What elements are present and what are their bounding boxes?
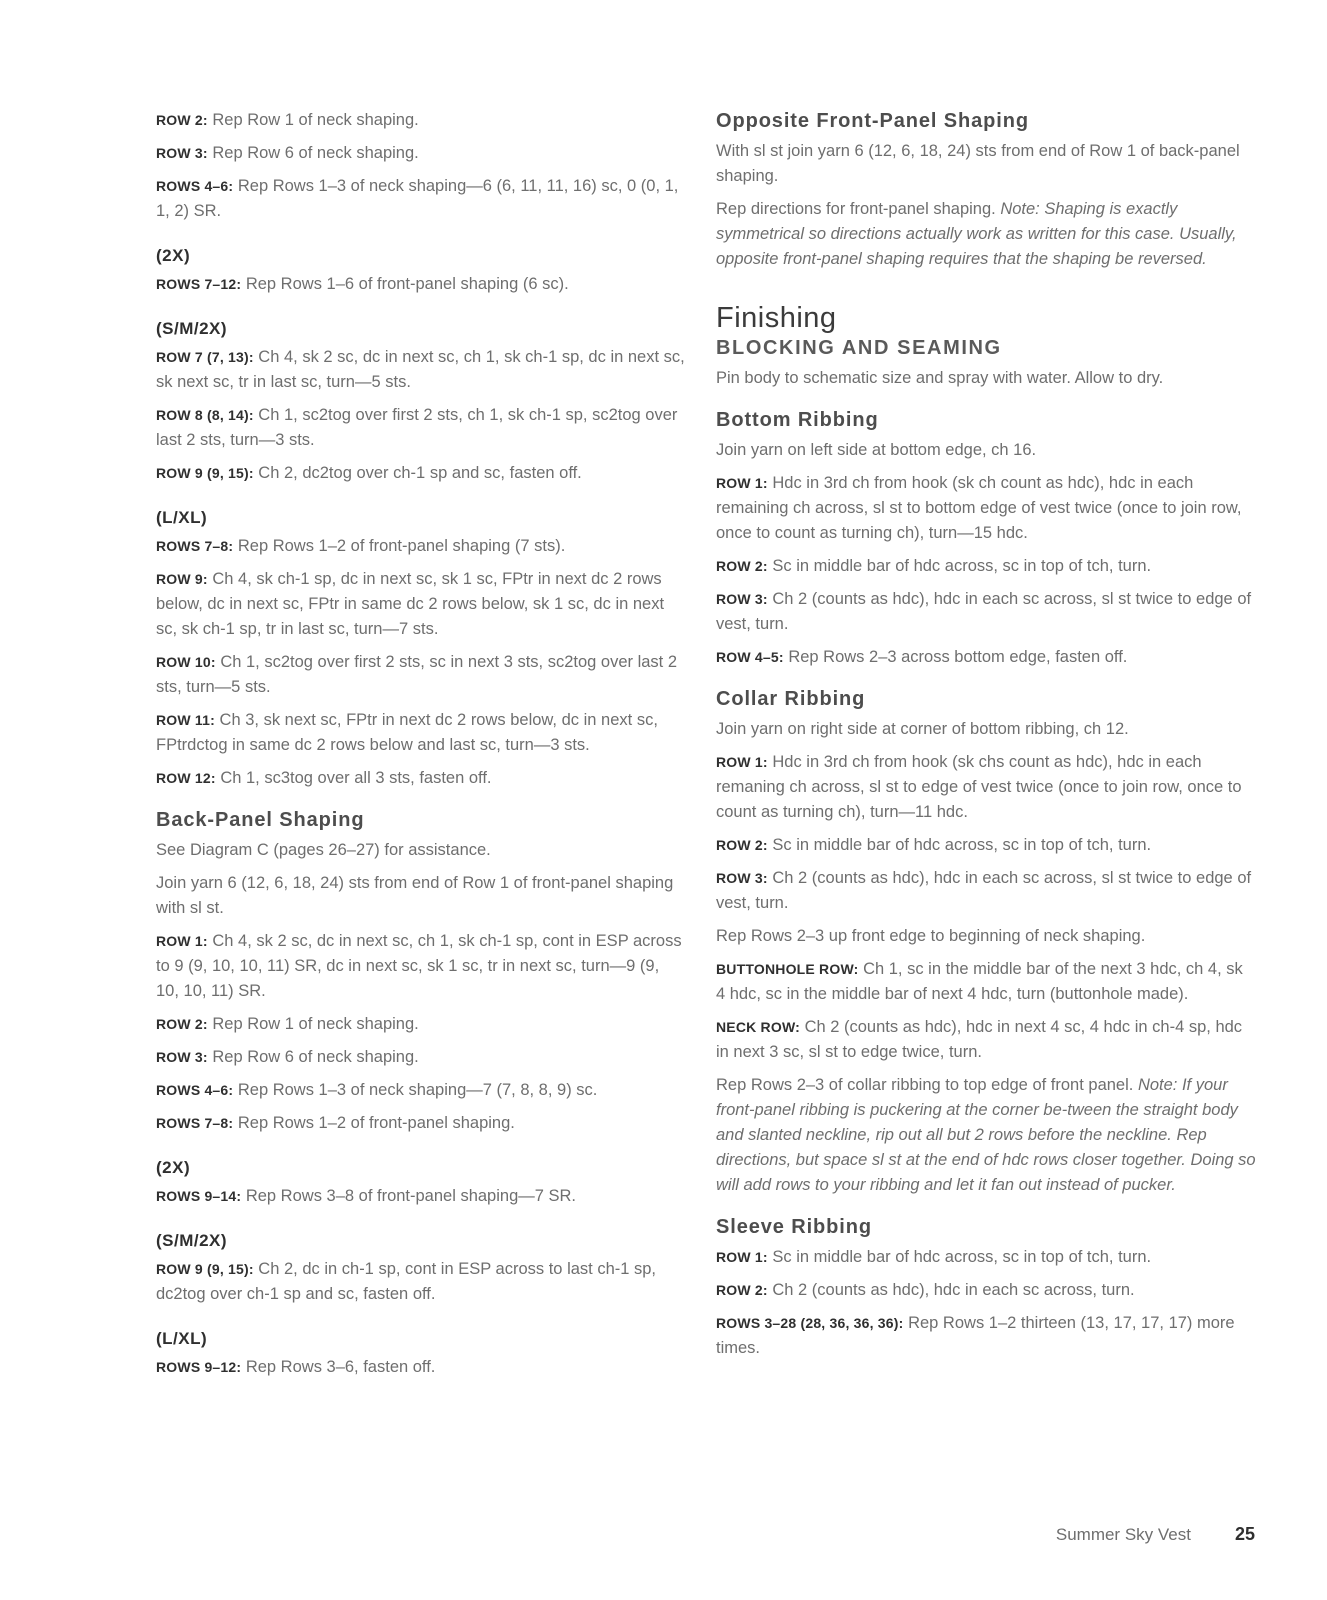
row-label: BUTTONHOLE ROW: bbox=[716, 961, 859, 977]
section-heading: Collar Ribbing bbox=[716, 688, 866, 710]
row-label: ROW 2: bbox=[156, 1016, 208, 1032]
row-text: Rep Rows 1–2 thirteen (13, 17, 17, 17) more times. bbox=[716, 1314, 1235, 1357]
row-text: Rep Rows 1–2 of front-panel shaping (7 sts). bbox=[233, 537, 566, 555]
row-text: Sc in middle bar of hdc across, sc in top of tch, turn. bbox=[767, 1248, 1152, 1266]
row-label: ROW 2: bbox=[716, 837, 768, 853]
instruction-row bbox=[156, 1111, 686, 1136]
row-text: Ch 4, sk ch-1 sp, dc in next sc, sk 1 sc, FPtr in next dc 2 rows below, dc in next sc, FPtr in same dc 2 rows below, sk 1 sc, dc in next sc, sk ch-1 sp, tr in last sc, turn—7 sts. bbox=[156, 570, 665, 638]
row-text: Rep Rows 2–3 up front edge to beginning of neck shaping. bbox=[716, 927, 1146, 945]
instruction-row bbox=[716, 1245, 1256, 1270]
instruction-row bbox=[716, 1278, 1256, 1303]
row-text: Ch 4, sk 2 sc, dc in next sc, ch 1, sk ch-1 sp, dc in next sc, sk next sc, tr in last sc, turn—5 sts. bbox=[156, 348, 685, 391]
instruction-row bbox=[716, 866, 1256, 916]
row-text: Ch 4, sk 2 sc, dc in next sc, ch 1, sk ch-1 sp, cont in ESP across to 9 (9, 10, 10, 11) SR, dc in next sc, sk 1 sc, tr in next sc, turn—9 (9, 10, 10, 11) SR. bbox=[156, 932, 682, 1000]
row-text: Sc in middle bar of hdc across, sc in top of tch, turn. bbox=[767, 557, 1152, 575]
row-text: Hdc in 3rd ch from hook (sk ch count as hdc), hdc in each remaining ch across, sl st to bottom edge of vest twice (once to join row, once to count as turning ch), turn—15 hdc. bbox=[716, 474, 1242, 542]
instruction-row bbox=[716, 554, 1256, 579]
row-text: Rep Rows 2–3 of collar ribbing to top edge of front panel. bbox=[716, 1076, 1138, 1094]
paragraph bbox=[156, 838, 686, 863]
section-heading: Opposite Front-Panel Shaping bbox=[716, 110, 1029, 132]
row-label: ROWS 9–14: bbox=[156, 1188, 242, 1204]
instruction-row bbox=[716, 1015, 1256, 1065]
row-label: ROWS 4–6: bbox=[156, 178, 234, 194]
row-text: Rep Row 1 of neck shaping. bbox=[207, 1015, 419, 1033]
chapter-heading: Finishing bbox=[716, 302, 837, 334]
instruction-row bbox=[716, 471, 1256, 546]
row-text: Ch 2, dc2tog over ch-1 sp and sc, fasten off. bbox=[253, 464, 582, 482]
size-heading: (2X) bbox=[156, 246, 191, 265]
size-heading: (L/XL) bbox=[156, 508, 208, 527]
instruction-row bbox=[716, 587, 1256, 637]
row-text: Rep Rows 1–3 of neck shaping—6 (6, 11, 11, 16) sc, 0 (0, 1, 1, 2) SR. bbox=[156, 177, 679, 220]
row-text: Rep Row 1 of neck shaping. bbox=[207, 111, 419, 129]
instruction-row bbox=[156, 141, 686, 166]
note-text: Note: Shaping is exactly symmetrical so directions actually work as written for this case. Usually, opposite front-panel shaping requires that the shaping be reversed. bbox=[716, 200, 1237, 268]
note-text: Note: If your front-panel ribbing is puckering at the corner be-tween the straight body and slanted neckline, rip out all but 2 rows before the neckline. Rep directions, but space sl st at the end of hdc rows closer together. Doing so will add rows to your ribbing and let it fan out instead of pucker. bbox=[716, 1076, 1256, 1194]
row-label: ROW 3: bbox=[716, 591, 768, 607]
row-text: Ch 1, sc2tog over first 2 sts, ch 1, sk ch-1 sp, sc2tog over last 2 sts, turn—3 sts. bbox=[156, 406, 678, 449]
row-label: ROWS 7–8: bbox=[156, 1115, 234, 1131]
instruction-row bbox=[156, 1012, 686, 1037]
row-text: Rep Rows 2–3 across bottom edge, fasten off. bbox=[783, 648, 1128, 666]
row-label: ROW 11: bbox=[156, 712, 215, 728]
row-text: Ch 2 (counts as hdc), hdc in each sc across, sl st twice to edge of vest, turn. bbox=[716, 590, 1252, 633]
row-label: ROWS 9–12: bbox=[156, 1359, 242, 1375]
section-heading: Bottom Ribbing bbox=[716, 409, 879, 431]
row-text: Rep Rows 3–8 of front-panel shaping—7 SR. bbox=[241, 1187, 577, 1205]
paragraph bbox=[716, 1073, 1256, 1198]
instruction-row bbox=[156, 1355, 686, 1380]
size-heading: (S/M/2X) bbox=[156, 1231, 228, 1250]
instruction-row bbox=[716, 957, 1256, 1007]
row-label: ROW 9: bbox=[156, 571, 208, 587]
row-text: Ch 1, sc2tog over first 2 sts, sc in next 3 sts, sc2tog over last 2 sts, turn—5 sts. bbox=[156, 653, 678, 696]
row-text: Ch 1, sc in the middle bar of the next 3 hdc, ch 4, sk 4 hdc, sc in the middle bar of next 4 hdc, turn (buttonhole made). bbox=[716, 960, 1243, 1003]
row-label: ROWS 4–6: bbox=[156, 1082, 234, 1098]
row-text: Ch 3, sk next sc, FPtr in next dc 2 rows below, dc in next sc, FPtrdctog in same dc 2 rows below and last sc, turn—3 sts. bbox=[156, 711, 658, 754]
paragraph bbox=[716, 924, 1256, 949]
instruction-row bbox=[156, 929, 686, 1004]
instruction-row bbox=[716, 645, 1256, 670]
row-text: With sl st join yarn 6 (12, 6, 18, 24) sts from end of Row 1 of back-panel shaping. bbox=[716, 142, 1240, 185]
row-text: Ch 2 (counts as hdc), hdc in next 4 sc, 4 hdc in ch-4 sp, hdc in next 3 sc, sl st to edge twice, turn. bbox=[716, 1018, 1243, 1061]
row-text: Sc in middle bar of hdc across, sc in top of tch, turn. bbox=[767, 836, 1152, 854]
instruction-row bbox=[156, 1257, 686, 1307]
row-text: Rep Rows 1–3 of neck shaping—7 (7, 8, 8, 9) sc. bbox=[233, 1081, 598, 1099]
row-label: ROW 2: bbox=[716, 558, 768, 574]
paragraph bbox=[716, 197, 1256, 272]
instruction-row bbox=[716, 750, 1256, 825]
instruction-row bbox=[716, 1311, 1256, 1361]
page-footer bbox=[1056, 1524, 1255, 1545]
row-label: ROW 3: bbox=[156, 1049, 208, 1065]
row-text: Pin body to schematic size and spray with water. Allow to dry. bbox=[716, 369, 1164, 387]
row-text: Rep Rows 1–6 of front-panel shaping (6 sc). bbox=[241, 275, 569, 293]
row-text: Ch 2 (counts as hdc), hdc in each sc across, turn. bbox=[767, 1281, 1135, 1299]
paragraph bbox=[716, 438, 1256, 463]
instruction-row bbox=[156, 1078, 686, 1103]
instruction-row bbox=[156, 650, 686, 700]
row-label: ROW 1: bbox=[156, 933, 208, 949]
row-text: Rep directions for front-panel shaping. bbox=[716, 200, 1001, 218]
row-text: Rep Row 6 of neck shaping. bbox=[207, 144, 419, 162]
size-heading: (L/XL) bbox=[156, 1329, 208, 1348]
paragraph bbox=[156, 871, 686, 921]
row-text: Ch 1, sc3tog over all 3 sts, fasten off. bbox=[215, 769, 492, 787]
instruction-row bbox=[156, 174, 686, 224]
row-label: ROW 1: bbox=[716, 754, 768, 770]
instruction-row bbox=[156, 1184, 686, 1209]
instruction-row bbox=[156, 108, 686, 133]
row-text: Ch 2 (counts as hdc), hdc in each sc across, sl st twice to edge of vest, turn. bbox=[716, 869, 1252, 912]
size-heading: (2X) bbox=[156, 1158, 191, 1177]
instruction-row bbox=[716, 833, 1256, 858]
instruction-row bbox=[156, 345, 686, 395]
instruction-row bbox=[156, 272, 686, 297]
section-heading: Sleeve Ribbing bbox=[716, 1216, 872, 1238]
row-text: Rep Rows 1–2 of front-panel shaping. bbox=[233, 1114, 515, 1132]
row-label: ROW 4–5: bbox=[716, 649, 784, 665]
row-label: ROW 1: bbox=[716, 475, 768, 491]
paragraph bbox=[716, 366, 1256, 391]
row-label: ROW 3: bbox=[156, 145, 208, 161]
paragraph bbox=[716, 717, 1256, 742]
row-label: NECK ROW: bbox=[716, 1019, 800, 1035]
size-heading: (S/M/2X) bbox=[156, 319, 228, 338]
row-label: ROWS 7–8: bbox=[156, 538, 234, 554]
row-label: ROWS 7–12: bbox=[156, 276, 242, 292]
page-number: 25 bbox=[1234, 1524, 1255, 1544]
row-label: ROW 12: bbox=[156, 770, 216, 786]
row-label: ROW 9 (9, 15): bbox=[156, 465, 254, 481]
row-label: ROW 2: bbox=[716, 1282, 768, 1298]
running-title: Summer Sky Vest bbox=[1055, 1525, 1191, 1544]
row-label: ROW 10: bbox=[156, 654, 216, 670]
row-text: Rep Rows 3–6, fasten off. bbox=[241, 1358, 436, 1376]
instruction-row bbox=[156, 708, 686, 758]
instruction-row bbox=[156, 461, 686, 486]
section-heading: Back-Panel Shaping bbox=[156, 809, 365, 831]
row-label: ROW 2: bbox=[156, 112, 208, 128]
instruction-row bbox=[156, 567, 686, 642]
row-text: See Diagram C (pages 26–27) for assistance. bbox=[156, 841, 491, 859]
row-text: Hdc in 3rd ch from hook (sk chs count as hdc), hdc in each remaning ch across, sl st to edge of vest twice (once to join row, once to count as turning ch), turn—11 hdc. bbox=[716, 753, 1242, 821]
instruction-row bbox=[156, 534, 686, 559]
left-column bbox=[156, 108, 686, 1388]
row-label: ROW 8 (8, 14): bbox=[156, 407, 254, 423]
row-label: ROW 9 (9, 15): bbox=[156, 1261, 254, 1277]
row-text: Join yarn on left side at bottom edge, ch 16. bbox=[716, 441, 1037, 459]
instruction-row bbox=[156, 766, 686, 791]
instruction-row bbox=[156, 1045, 686, 1070]
instruction-row bbox=[156, 403, 686, 453]
row-text: Rep Row 6 of neck shaping. bbox=[207, 1048, 419, 1066]
row-label: ROWS 3–28 (28, 36, 36, 36): bbox=[716, 1315, 904, 1331]
right-column bbox=[716, 110, 1256, 1369]
row-text: Ch 2, dc in ch-1 sp, cont in ESP across to last ch-1 sp, dc2tog over ch-1 sp and sc, fasten off. bbox=[156, 1260, 657, 1303]
row-text: Join yarn on right side at corner of bottom ribbing, ch 12. bbox=[716, 720, 1129, 738]
caps-heading: BLOCKING AND SEAMING bbox=[716, 337, 1002, 359]
row-label: ROW 1: bbox=[716, 1249, 768, 1265]
row-text: Join yarn 6 (12, 6, 18, 24) sts from end of Row 1 of front-panel shaping with sl st. bbox=[156, 874, 674, 917]
paragraph bbox=[716, 139, 1256, 189]
row-label: ROW 3: bbox=[716, 870, 768, 886]
row-label: ROW 7 (7, 13): bbox=[156, 349, 254, 365]
